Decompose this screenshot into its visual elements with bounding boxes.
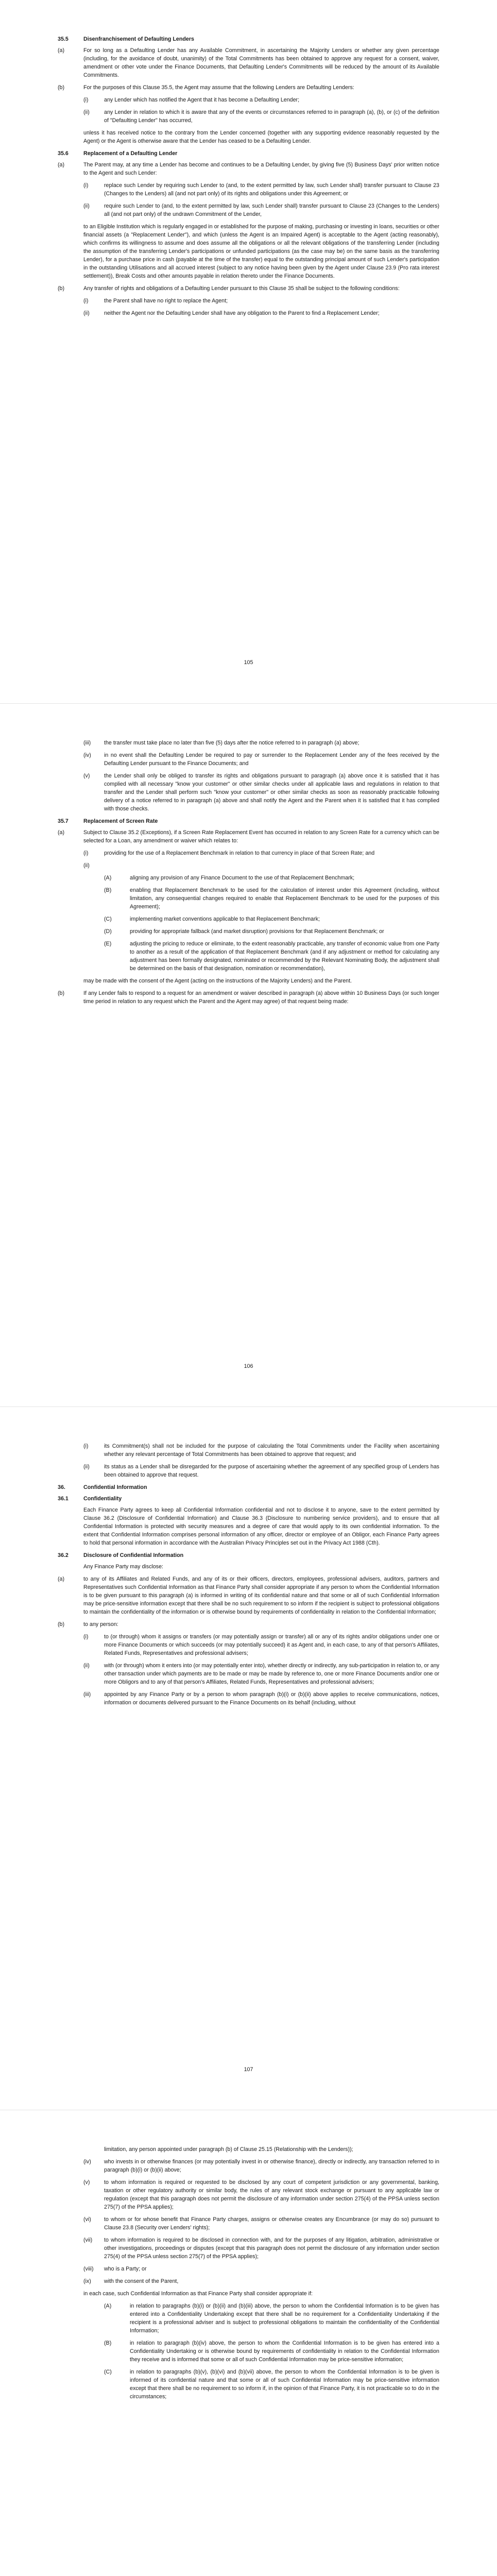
paragraph-number: (ix) [83, 2278, 91, 2284]
clause-heading [58, 817, 439, 825]
paragraph-text: in relation to paragraphs (b)(i) or (b)(ii) and (b)(iii) above, the person to whom the Confidential Information is to be given has entered into a Confidentiality Undertaking except that there shall be no requirement for a Confidentiality Undertaking if the recipient is a professional adviser and is subject to professional obligations to maintain the confidentiality of the Confidential Information; [130, 2303, 439, 2334]
clause-heading [58, 1495, 439, 1503]
paragraph-number: (ii) [83, 862, 90, 869]
clause-number: 35.7 [58, 818, 68, 824]
sub-paragraph [58, 297, 439, 305]
sub-sub-paragraph [58, 886, 439, 911]
clause-number: 35.6 [58, 150, 68, 157]
paragraph-number: (B) [104, 887, 112, 893]
sub-paragraph [58, 772, 439, 813]
clause-number: 36. [58, 1484, 65, 1490]
clause-heading [58, 149, 439, 158]
sub-paragraph [58, 1463, 439, 1479]
paragraph-continuation: to an Eligible Institution which is regularly engaged in or established for the purpose of making, purchasing or investing in loans, securities or other financial assets (a "Replacement Lender"), and which (unless the Agent is an Impaired Agent) is acceptable to the Agent (acting reasonably), which confirms its willingness to assume and does assume all the obligations or all the relevant obligations of the transferring Lender (including the assumption of the transferring Lender's participations or unfunded participations (as the case may be) on the same basis as the transferring Lender), for a purchase price in cash (payable at the time of the transfer) equal to the outstanding principal amount of such Lender's participation in the outstanding Utilisations and all accrued interest (subject to any notice having been given by the Agent under Clause 23.9 (Pro rata interest settlement)), Break Costs and other amounts payable in relation thereto under the Finance Documents. [83, 224, 439, 279]
paragraph [58, 1620, 439, 1629]
sub-paragraph [58, 2215, 439, 2232]
sub-paragraph [58, 108, 439, 125]
page-number: 106 [244, 1363, 253, 1369]
sub-sub-paragraph [58, 874, 439, 882]
paragraph-text: who invests in or otherwise finances (or may potentially invest in or otherwise finance), directly or indirectly, any transaction referred to in paragraph (b)(i) or (b)(ii) above; [104, 2159, 439, 2173]
paragraph-number: (ii) [83, 1663, 90, 1669]
paragraph-text: its Commitment(s) shall not be included for the purpose of calculating the Total Commitments under the Facility when ascertaining whether any relevant percentage of Total Commitments has been obtained to approve that request; and [104, 1443, 439, 1458]
paragraph-number: (A) [104, 2303, 112, 2309]
paragraph-text: adjusting the pricing to reduce or eliminate, to the extent reasonably practicable, any transfer of economic value from one Party to another as a result of the application of that Replacement Benchmark (and if any adjustment or method for calculating any adjustment has been formally designated, nominated or recommended by the Relevant Nominating Body, the adjustment shall be determined on the basis of that designation, nomination or recommendation), [130, 941, 439, 972]
paragraph-number: (E) [104, 941, 112, 947]
paragraph-number: (iv) [83, 752, 91, 758]
paragraph-continuation: may be made with the consent of the Agent (acting on the instructions of the Majority Lenders) and the Parent. [83, 978, 352, 984]
paragraph-number: (i) [83, 182, 89, 189]
paragraph-text: providing for the use of a Replacement Benchmark in relation to that currency in place of that Screen Rate; and [104, 850, 375, 856]
paragraph-text: Subject to Clause 35.2 (Exceptions), if a Screen Rate Replacement Event has occurred in relation to any Screen Rate for a currency which can be selected for a Loan, any amendment or waiver which relates to: [83, 829, 439, 844]
paragraph-number: (C) [104, 916, 112, 922]
sub-paragraph [58, 309, 439, 317]
paragraph-number: (a) [58, 829, 65, 836]
paragraph-number: (ii) [83, 109, 90, 115]
paragraph [58, 161, 439, 177]
paragraph-number: (b) [58, 84, 65, 91]
paragraph-continuation: unless it has received notice to the contrary from the Lender concerned (together with any supporting evidence reasonably requested by the Agent) or the Agent is otherwise aware that the Lender has ceased to be a Defaulting Lender. [83, 130, 439, 144]
clause-heading [58, 1483, 439, 1492]
paragraph-text: with (or through) whom it enters into (or may potentially enter into), whether directly or indirectly, any sub-participation in relation to, or any other transaction under which payments are to be made or may be made by reference to, one or more Finance Documents and/or one or more Obligors and to any of that person's Affiliates, Related Funds, Representatives and professional advisers; [104, 1663, 439, 1685]
clause-number: 36.2 [58, 1552, 68, 1558]
paragraph [58, 828, 439, 845]
sub-sub-paragraph [58, 940, 439, 973]
paragraph-continuation: in each case, such Confidential Information as that Finance Party shall consider appropriate if: [83, 2291, 313, 2297]
paragraph-text [104, 861, 439, 870]
paragraph-text: For so long as a Defaulting Lender has any Available Commitment, in ascertaining the Majority Lenders or whether any given percentage (including, for the avoidance of doubt, unanimity) of the Total Commitments has been obtained to approve any request for a consent, waiver, amendment or other vote under the Finance Documents, that Defaulting Lender's Commitments will be reduced by the amount of its Available Commitments. [83, 47, 439, 78]
paragraph-text: the Lender shall only be obliged to transfer its rights and obligations pursuant to paragraph (a) above once it is satisfied that it has complied with all necessary "know your customer" or other similar checks under all applicable laws and regulations in relation to that transfer and the Lender shall perform such "know your customer" or other similar checks as soon as reasonably practicable following delivery of a notice referred to in paragraph (a) above and shall notify the Agent and the Parent when it is satisfied that it has complied with those checks. [104, 773, 439, 812]
sub-paragraph [58, 1633, 439, 1657]
paragraph [58, 1575, 439, 1616]
paragraph-text: providing for appropriate fallback (and market disruption) provisions for that Replacement Benchmark; or [130, 928, 384, 935]
sub-paragraph [58, 1690, 439, 1707]
paragraph-number: (a) [58, 162, 65, 168]
paragraph-number: (ii) [83, 1464, 90, 1470]
page-number: 105 [244, 659, 253, 666]
sub-paragraph [58, 2265, 439, 2273]
paragraph-number: (a) [58, 47, 65, 54]
paragraph-number: (iii) [83, 1691, 91, 1698]
paragraph-number: (ii) [83, 203, 90, 209]
page-106 [0, 703, 497, 1406]
sub-paragraph [58, 2178, 439, 2211]
paragraph-number: (a) [58, 1576, 65, 1582]
paragraph-number: (i) [83, 298, 89, 304]
sub-sub-paragraph [58, 2302, 439, 2335]
clause-title: Confidentiality [83, 1496, 122, 1502]
clause-title: Disenfranchisement of Defaulting Lenders [83, 36, 194, 42]
paragraph-text: its status as a Lender shall be disregarded for the purpose of ascertaining whether the agreement of any specified group of Lenders has been obtained to approve that request. [104, 1464, 439, 1478]
paragraph-text: in relation to paragraphs (b)(v), (b)(vi) and (b)(vii) above, the person to whom the Confidential Information is to be given is informed of its confidential nature and that some or all of such Confidential Information may be price-sensitive information except that there shall be no requirement to so inform if, in the opinion of that Finance Party, it is not practicable so to do in the circumstances; [130, 2369, 439, 2400]
paragraph-number: (iii) [83, 740, 91, 746]
paragraph-text: replace such Lender by requiring such Lender to (and, to the extent permitted by law, such Lender shall) transfer pursuant to Clause 23 (Changes to the Lenders) all (and not part only) of its rights and obligations under this Agreement; or [104, 182, 439, 197]
sub-paragraph [58, 1442, 439, 1459]
paragraph-number: (i) [83, 850, 89, 856]
clause-number: 36.1 [58, 1496, 68, 1502]
paragraph-text: to whom information is required or requested to be disclosed by any court of competent jurisdiction or any governmental, banking, taxation or other regulatory authority or similar body, the rules of any relevant stock exchange or pursuant to any applicable law or regulation (except that this paragraph does not permit the disclosure of any information under section 275(4) of the PPSA unless section 275(7) of the PPSA applies); [104, 2179, 439, 2210]
clause-title: Replacement of Screen Rate [83, 818, 158, 824]
paragraph-text: enabling that Replacement Benchmark to be used for the calculation of interest under this Agreement (including, without limitation, any consequential changes required to enable that Replacement Benchmark to be used for the purposes of this Agreement); [130, 887, 439, 910]
clause-title: Confidential Information [83, 1484, 147, 1490]
paragraph-number: (viii) [83, 2266, 94, 2272]
paragraph-text: neither the Agent nor the Defaulting Lender shall have any obligation to the Parent to find a Replacement Lender; [104, 310, 380, 316]
page-108 [0, 2110, 497, 2576]
sub-paragraph [58, 2236, 439, 2261]
sub-paragraph [58, 751, 439, 768]
sub-paragraph [58, 96, 439, 104]
sub-sub-paragraph [58, 2339, 439, 2364]
paragraph-text: the Parent shall have no right to replace the Agent; [104, 298, 228, 304]
paragraph-text: to (or through) whom it assigns or transfers (or may potentially assign or transfer) all or any of its rights and/or obligations under one or more Finance Documents or which succeeds (or may potentially succeed) it as Agent and, in each case, to any of that person's Affiliates, Related Funds, Representatives and professional advisers; [104, 1634, 439, 1656]
paragraph-number: (vii) [83, 2237, 93, 2243]
paragraph-text: Any transfer of rights and obligations of a Defaulting Lender pursuant to this Clause 35 shall be subject to the following conditions: [83, 285, 400, 292]
sub-paragraph [58, 202, 439, 218]
paragraph-text: the transfer must take place no later than five (5) days after the notice referred to in paragraph (a) above; [104, 740, 359, 746]
paragraph-text: Any Finance Party may disclose: [83, 1564, 164, 1570]
paragraph-number: (B) [104, 2340, 112, 2346]
paragraph-number: (i) [83, 1634, 89, 1640]
paragraph-number: (D) [104, 928, 112, 935]
paragraph-text: For the purposes of this Clause 35.5, the Agent may assume that the following Lenders are Defaulting Lenders: [83, 84, 354, 91]
paragraph-number: (iv) [83, 2159, 91, 2165]
clause-number: 35.5 [58, 36, 68, 42]
sub-paragraph [58, 849, 439, 857]
paragraph-text: with the consent of the Parent, [104, 2278, 179, 2284]
clause-title: Disclosure of Confidential Information [83, 1552, 184, 1558]
paragraph [58, 46, 439, 79]
paragraph [58, 284, 439, 293]
sub-sub-paragraph [58, 915, 439, 923]
paragraph-number: (i) [83, 97, 89, 103]
paragraph-text: in relation to paragraph (b)(iv) above, the person to whom the Confidential Information is to be given has entered into a Confidentiality Undertaking or is otherwise bound by requirements of confidentiality in relation to the Confidential Information they receive and is informed that some or all of such Confidential Information may be price-sensitive information; [130, 2340, 439, 2363]
paragraph-number: (C) [104, 2369, 112, 2375]
sub-paragraph [58, 739, 439, 747]
paragraph-number: (ii) [83, 310, 90, 316]
paragraph-number: (b) [58, 285, 65, 292]
paragraph-number: (i) [83, 1443, 89, 1449]
paragraph-text: to whom or for whose benefit that Finance Party charges, assigns or otherwise creates any Encumbrance (or may do so) pursuant to Clause 23.8 (Security over Lenders' rights); [104, 2216, 439, 2231]
sub-paragraph [58, 2277, 439, 2285]
paragraph-number: (b) [58, 990, 65, 996]
paragraph-text: implementing market conventions applicable to that Replacement Benchmark; [130, 916, 320, 922]
paragraph-number: (v) [83, 2179, 90, 2185]
paragraph [58, 989, 439, 1006]
paragraph-text: in no event shall the Defaulting Lender be required to pay or surrender to the Replacement Lender any of the fees received by the Defaulting Lender pursuant to the Finance Documents; and [104, 752, 439, 767]
paragraph-continuation: limitation, any person appointed under paragraph (b) of Clause 25.15 (Relationship with the Lenders)); [104, 2146, 353, 2153]
page-107 [0, 1406, 497, 2110]
paragraph-text: to any of its Affiliates and Related Funds, and any of its or their officers, directors, employees, professional advisers, auditors, partners and Representatives such Confidential Information as that Finance Party shall consider appropriate if any person to whom the Confidential Information is to be given pursuant to this paragraph (a) is informed in writing of its confidential nature and that some or all of such Confidential Information may be price-sensitive information except that there shall be no such requirement to so inform if the recipient is subject to professional obligations to maintain the confidentiality of the information or is otherwise bound by requirements of confidentiality in relation to the Confidential Information; [83, 1576, 439, 1615]
paragraph-text: If any Lender fails to respond to a request for an amendment or waiver described in paragraph (a) above within 10 Business Days (or such longer time period in relation to any request which the Parent and the Agent may agree) of that request being made: [83, 990, 439, 1005]
sub-paragraph [58, 181, 439, 198]
sub-sub-paragraph [58, 927, 439, 936]
paragraph-text: appointed by any Finance Party or by a person to whom paragraph (b)(i) or (b)(ii) above applies to receive communications, notices, information or documents delivered pursuant to the Finance Documents on its behalf (including, without [104, 1691, 439, 1706]
clause-title: Replacement of a Defaulting Lender [83, 150, 178, 157]
paragraph-text: any Lender in relation to which it is aware that any of the events or circumstances referred to in paragraph (a), (b), or (c) of the definition of "Defaulting Lender" has occurred, [104, 109, 439, 124]
paragraph-number: (A) [104, 875, 112, 881]
page-105 [0, 0, 497, 703]
sub-paragraph [58, 861, 439, 870]
paragraph-text: Each Finance Party agrees to keep all Confidential Information confidential and not to disclose it to anyone, save to the extent permitted by Clause 36.2 (Disclosure of Confidential Information) and Clause 36.3 (Disclosure to numbering service providers), and to ensure that all Confidential Information is protected with security measures and a degree of care that would apply to its own confidential information. To the extent that Confidential Information comprises personal information of any officer, director or employee of an Obligor, each Finance Party agrees to hold that personal information in accordance with the Australian Privacy Principles set out in the Privacy Act 1988 (Cth). [83, 1507, 439, 1546]
paragraph-text: any Lender which has notified the Agent that it has become a Defaulting Lender; [104, 97, 300, 103]
clause-heading [58, 35, 439, 43]
sub-paragraph [58, 2158, 439, 2174]
paragraph-text: to any person: [83, 1621, 118, 1628]
paragraph-text: The Parent may, at any time a Lender has become and continues to be a Defaulting Lender, by giving five (5) Business Days' prior written notice to the Agent and such Lender: [83, 162, 439, 176]
paragraph-text: to whom information is required to be disclosed in connection with, and for the purposes of any litigation, arbitration, administrative or other investigations, proceedings or disputes (except that this paragraph does not permit the disclosure of any information under section 275(4) of the PPSA unless section 275(7) of the PPSA applies); [104, 2237, 439, 2260]
paragraph [58, 83, 439, 92]
paragraph-text: who is a Party; or [104, 2266, 147, 2272]
sub-paragraph [58, 1662, 439, 1686]
paragraph-number: (b) [58, 1621, 65, 1628]
paragraph-text: aligning any provision of any Finance Document to the use of that Replacement Benchmark; [130, 875, 355, 881]
sub-sub-paragraph [58, 2368, 439, 2401]
paragraph-number: (v) [83, 773, 90, 779]
clause-heading [58, 1551, 439, 1560]
paragraph-number: (vi) [83, 2216, 91, 2223]
paragraph-text: require such Lender to (and, to the extent permitted by law, such Lender shall) transfer pursuant to Clause 23 (Changes to the Lenders) all (and not part only) of the undrawn Commitment of the Lender, [104, 203, 439, 217]
page-number: 107 [244, 2066, 253, 2073]
